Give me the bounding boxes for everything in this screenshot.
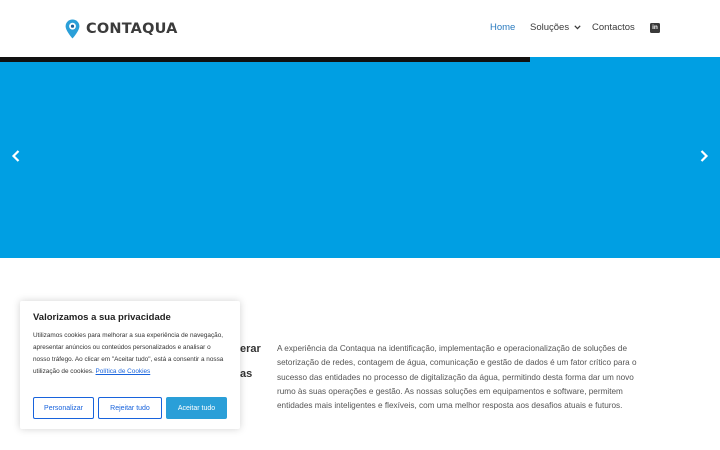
cookie-policy-link[interactable]: Política de Cookies: [95, 368, 151, 375]
nav-solucoes[interactable]: [530, 22, 581, 33]
hero-slider: [0, 62, 720, 258]
cookie-description: Utilizamos cookies para melhorar a sua experiência de navegação, apresentar anúncios ou conteúdos personalizados e analisar o nosso tráfego. Ao clicar em "Aceitar tudo", está a consentir a nossa utilização de cookies.: [33, 332, 224, 375]
linkedin-icon[interactable]: in: [650, 23, 660, 33]
cookie-title: Valorizamos a sua privacidade: [33, 312, 171, 323]
section-heading-fragment: as: [240, 368, 253, 380]
customize-button[interactable]: Personalizar: [33, 397, 94, 419]
cookie-consent-banner: [20, 301, 240, 429]
main-nav: [0, 22, 720, 36]
cookie-text: [33, 330, 227, 378]
nav-contactos[interactable]: Contactos: [592, 22, 635, 33]
logo-text: CONTAQUA: [86, 21, 178, 37]
intro-paragraph: A experiência da Contaqua na identificação, implementação e operacionalização de soluções de setorização de redes, contagem de água, comunicação e gestão de dados é um fator crítico para o sucesso das entidades no processo de digitalização da água, permitindo desta forma dar um novo rumo às suas operações e gestão. As nossas soluções em equipamentos e software, permitem entidades mais inteligentes e flexíveis, com uma melhor resposta aos desafios atuais e futuros.: [277, 344, 637, 411]
reject-all-button[interactable]: Rejeitar tudo: [98, 397, 162, 419]
section-heading-fragment: erar: [240, 343, 261, 355]
cookie-buttons: [33, 397, 227, 419]
nav-home[interactable]: Home: [490, 22, 516, 33]
accept-all-button[interactable]: Aceitar tudo: [166, 397, 227, 419]
chevron-right-icon[interactable]: [697, 148, 711, 164]
chevron-down-icon: [574, 25, 581, 30]
chevron-left-icon[interactable]: [9, 148, 23, 164]
site-header: [0, 0, 720, 57]
nav-solucoes-label: Soluções: [530, 22, 570, 33]
